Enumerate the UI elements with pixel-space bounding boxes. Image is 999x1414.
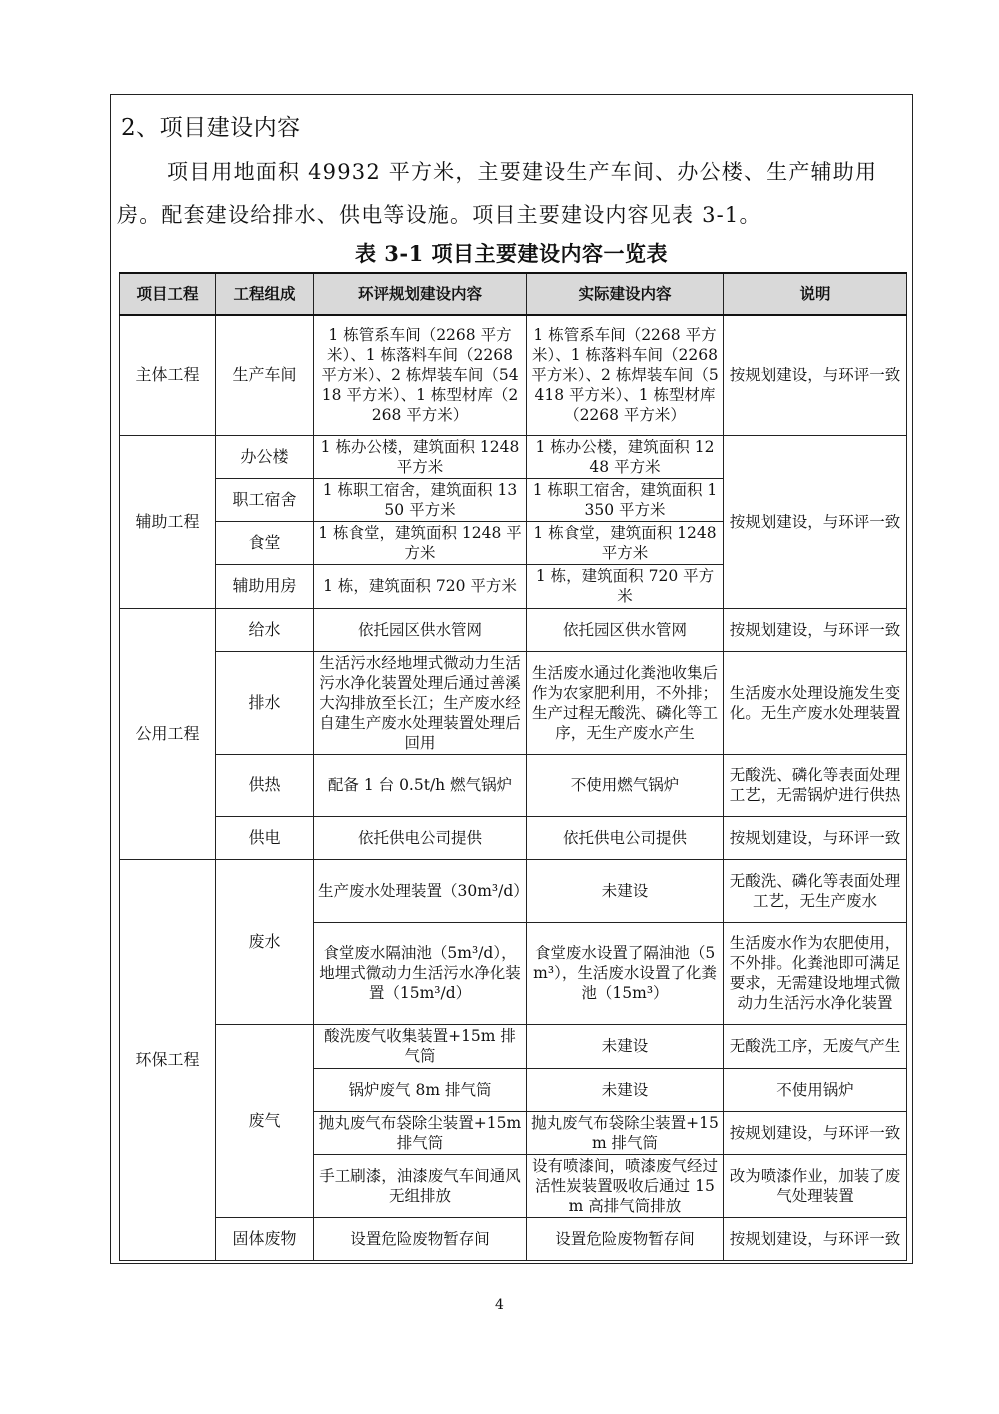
note-cell: 按规划建设，与环评一致 (724, 1217, 907, 1260)
note-cell: 生活废水处理设施发生变化。无生产废水处理装置 (724, 651, 907, 754)
planned-cell: 酸洗废气收集装置+15m 排气筒 (314, 1024, 527, 1068)
note-cell: 无酸洗工序，无废气产生 (724, 1024, 907, 1068)
note-cell: 按规划建设，与环评一致 (724, 435, 907, 608)
component-cell: 供热 (216, 754, 314, 816)
component-cell: 给水 (216, 608, 314, 651)
planned-cell: 生产废水处理装置（30m³/d） (314, 859, 527, 922)
actual-cell: 未建设 (527, 1068, 724, 1111)
table-row (120, 1024, 907, 1068)
planned-cell: 锅炉废气 8m 排气筒 (314, 1068, 527, 1111)
intro-paragraph: 项目用地面积 49932 平方米，主要建设生产车间、办公楼、生产辅助用房。配套建设给排水、供电等设施。项目主要建设内容见表 3-1。 (117, 160, 878, 227)
table-caption: 表 3-1 项目主要建设内容一览表 (354, 241, 669, 266)
category-public: 公用工程 (120, 608, 216, 859)
category-aux: 辅助工程 (120, 435, 216, 608)
actual-cell: 设置危险废物暂存间 (527, 1217, 724, 1260)
note-cell: 生活废水作为农肥使用，不外排。化粪池即可满足要求，无需建设地埋式微动力生活污水净化装置 (724, 922, 907, 1024)
component-cell: 辅助用房 (216, 564, 314, 608)
planned-cell: 手工刷漆，油漆废气车间通风无组排放 (314, 1154, 527, 1217)
planned-cell: 1 栋食堂，建筑面积 1248 平方米 (314, 521, 527, 564)
actual-cell: 未建设 (527, 859, 724, 922)
component-cell: 食堂 (216, 521, 314, 564)
actual-cell: 依托园区供水管网 (527, 608, 724, 651)
table-header-row (120, 273, 907, 315)
category-env: 环保工程 (120, 859, 216, 1260)
component-cell: 固体废物 (216, 1217, 314, 1260)
planned-cell: 1 栋管系车间（2268 平方米）、1 栋落料车间（2268 平方米）、2 栋焊装车间（5418 平方米）、1 栋型材库（2268 平方米） (314, 315, 527, 435)
page-number: 4 (495, 1297, 504, 1313)
table-row (120, 754, 907, 816)
note-cell: 不使用锅炉 (724, 1068, 907, 1111)
planned-cell: 设置危险废物暂存间 (314, 1217, 527, 1260)
component-cell: 职工宿舍 (216, 478, 314, 521)
table-row (120, 651, 907, 754)
note-cell: 无酸洗、磷化等表面处理工艺，无生产废水 (724, 859, 907, 922)
content-frame (110, 94, 913, 1264)
note-cell: 按规划建设，与环评一致 (724, 816, 907, 859)
header-project: 项目工程 (120, 273, 216, 315)
note-cell: 改为喷漆作业，加装了废气处理装置 (724, 1154, 907, 1217)
planned-cell: 配备 1 台 0.5t/h 燃气锅炉 (314, 754, 527, 816)
component-cell: 办公楼 (216, 435, 314, 478)
construction-content-table (119, 272, 907, 1261)
actual-cell: 依托供电公司提供 (527, 816, 724, 859)
actual-cell: 1 栋职工宿舍，建筑面积 1350 平方米 (527, 478, 724, 521)
table-row (120, 315, 907, 435)
component-cell: 排水 (216, 651, 314, 754)
actual-cell: 不使用燃气锅炉 (527, 754, 724, 816)
component-cell: 废水 (216, 859, 314, 1024)
planned-cell: 食堂废水隔油池（5m³/d），地埋式微动力生活污水净化装置（15m³/d） (314, 922, 527, 1024)
header-component: 工程组成 (216, 273, 314, 315)
note-cell: 按规划建设，与环评一致 (724, 608, 907, 651)
note-cell: 按规划建设，与环评一致 (724, 1111, 907, 1154)
table-row (120, 816, 907, 859)
planned-cell: 依托园区供水管网 (314, 608, 527, 651)
actual-cell: 1 栋办公楼，建筑面积 1248 平方米 (527, 435, 724, 478)
planned-cell: 1 栋，建筑面积 720 平方米 (314, 564, 527, 608)
planned-cell: 1 栋职工宿舍，建筑面积 1350 平方米 (314, 478, 527, 521)
actual-cell: 1 栋食堂，建筑面积 1248 平方米 (527, 521, 724, 564)
actual-cell: 抛丸废气布袋除尘装置+15m 排气筒 (527, 1111, 724, 1154)
component-cell: 供电 (216, 816, 314, 859)
section-heading: 2、项目建设内容 (121, 115, 301, 141)
planned-cell: 抛丸废气布袋除尘装置+15m 排气筒 (314, 1111, 527, 1154)
actual-cell: 生活废水通过化粪池收集后作为农家肥利用，不外排；生产过程无酸洗、磷化等工序，无生产废水产生 (527, 651, 724, 754)
actual-cell: 未建设 (527, 1024, 724, 1068)
actual-cell: 食堂废水设置了隔油池（5m³），生活废水设置了化粪池（15m³） (527, 922, 724, 1024)
planned-cell: 依托供电公司提供 (314, 816, 527, 859)
table-row (120, 608, 907, 651)
header-actual: 实际建设内容 (527, 273, 724, 315)
planned-cell: 1 栋办公楼，建筑面积 1248 平方米 (314, 435, 527, 478)
actual-cell: 设有喷漆间，喷漆废气经过活性炭装置吸收后通过 15m 高排气筒排放 (527, 1154, 724, 1217)
note-cell: 按规划建设，与环评一致 (724, 315, 907, 435)
planned-cell: 生活污水经地埋式微动力生活污水净化装置处理后通过善溪大沟排放至长江；生产废水经自建生产废水处理装置处理后回用 (314, 651, 527, 754)
table-row (120, 435, 907, 478)
actual-cell: 1 栋，建筑面积 720 平方米 (527, 564, 724, 608)
header-planned: 环评规划建设内容 (314, 273, 527, 315)
actual-cell: 1 栋管系车间（2268 平方米）、1 栋落料车间（2268 平方米）、2 栋焊装车间（5418 平方米）、1 栋型材库（2268 平方米） (527, 315, 724, 435)
table-row (120, 1217, 907, 1260)
category-main: 主体工程 (120, 315, 216, 435)
note-cell: 无酸洗、磷化等表面处理工艺，无需锅炉进行供热 (724, 754, 907, 816)
component-cell: 废气 (216, 1024, 314, 1217)
header-note: 说明 (724, 273, 907, 315)
component-cell: 生产车间 (216, 315, 314, 435)
table-row (120, 859, 907, 922)
